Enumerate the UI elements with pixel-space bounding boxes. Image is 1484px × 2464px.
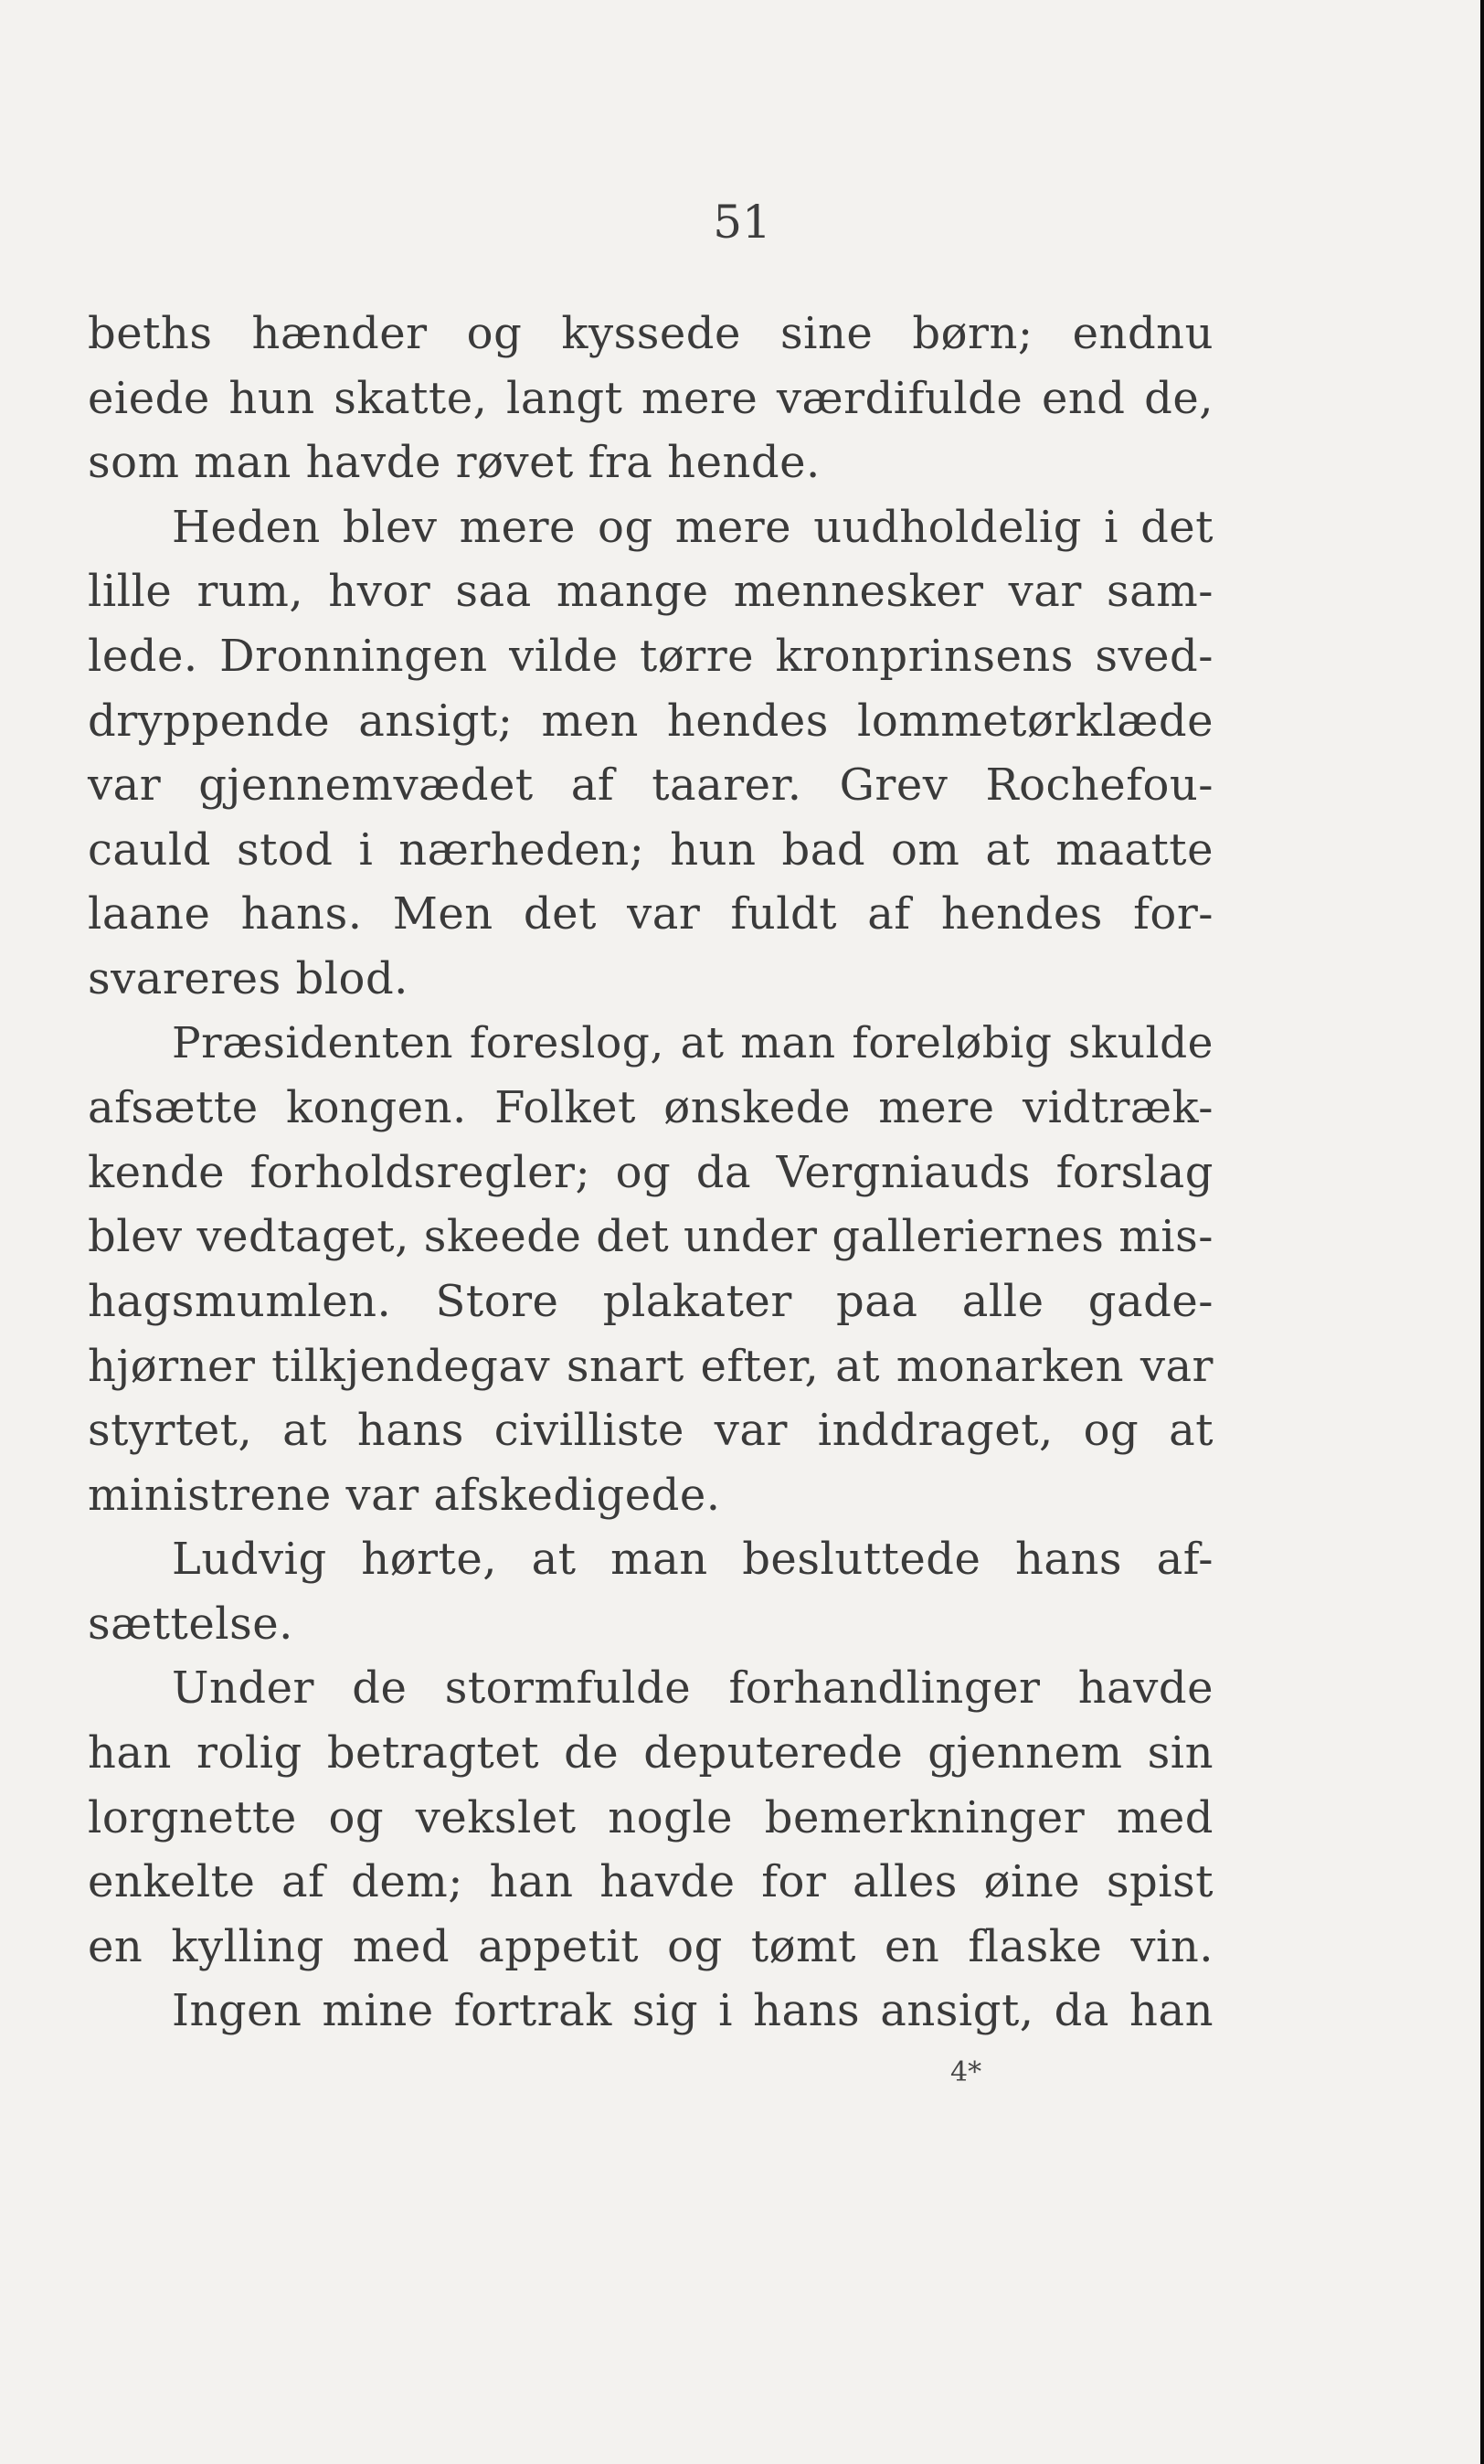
text-line: var gjennemvædet af taarer. Grev Rochefou- bbox=[88, 759, 1214, 812]
text-line: lede. Dronningen vilde tørre kronprinsens sved- bbox=[88, 630, 1214, 682]
text-line: beths hænder og kyssede sine børn; endnu bbox=[88, 308, 1214, 359]
text-line: Ludvig hørte, at man besluttede hans af- bbox=[172, 1534, 1214, 1586]
text-line: blev vedtaget, skeede det under galleriernes mis- bbox=[88, 1211, 1214, 1263]
body-text bbox=[88, 302, 1214, 2044]
text-line: Under de stormfulde forhandlinger havde bbox=[172, 1662, 1214, 1715]
text-line: Heden blev mere og mere uudholdelig i det bbox=[172, 501, 1214, 553]
text-line: lille rum, hvor saa mange mennesker var sam- bbox=[88, 566, 1214, 618]
scan-edge bbox=[1480, 0, 1484, 2464]
text-line: styrtet, at hans civilliste var inddraget, og at bbox=[88, 1405, 1214, 1457]
text-line: sættelse. bbox=[88, 1598, 293, 1650]
text-line: svareres blod. bbox=[88, 952, 408, 1004]
text-line: Ingen mine fortrak sig i hans ansigt, da han bbox=[172, 1985, 1214, 2037]
text-line: kende forholdsregler; og da Vergniauds forslag bbox=[88, 1146, 1214, 1198]
text-line: dryppende ansigt; men hendes lommetørklæde bbox=[88, 695, 1214, 747]
text-line: en kylling med appetit og tømt en flaske vin. bbox=[88, 1920, 1214, 1972]
text-line: han rolig betragtet de deputerede gjennem sin bbox=[88, 1727, 1214, 1779]
text-line: lorgnette og vekslet nogle bemerkninger med bbox=[88, 1791, 1214, 1843]
text-line: ministrene var afskedigede. bbox=[88, 1469, 721, 1521]
text-line: eiede hun skatte, langt mere værdifulde end de, bbox=[88, 372, 1214, 424]
text-line: afsætte kongen. Folket ønskede mere vidtræk- bbox=[88, 1082, 1214, 1134]
signature-mark: 4* bbox=[950, 2056, 982, 2088]
text-line: hagsmumlen. Store plakater paa alle gade- bbox=[88, 1275, 1214, 1327]
text-line: enkelte af dem; han havde for alles øine spist bbox=[88, 1856, 1214, 1908]
text-line: Præsidenten foreslog, at man foreløbig skulde bbox=[172, 1017, 1214, 1068]
text-line: som man havde røvet fra hende. bbox=[88, 437, 821, 489]
text-line: hjørner tilkjendegav snart efter, at monarken var bbox=[88, 1340, 1214, 1392]
page-number: 51 bbox=[713, 196, 771, 249]
text-line: cauld stod i nærheden; hun bad om at maatte bbox=[88, 823, 1214, 876]
text-line: laane hans. Men det var fuldt af hendes for- bbox=[88, 888, 1214, 940]
